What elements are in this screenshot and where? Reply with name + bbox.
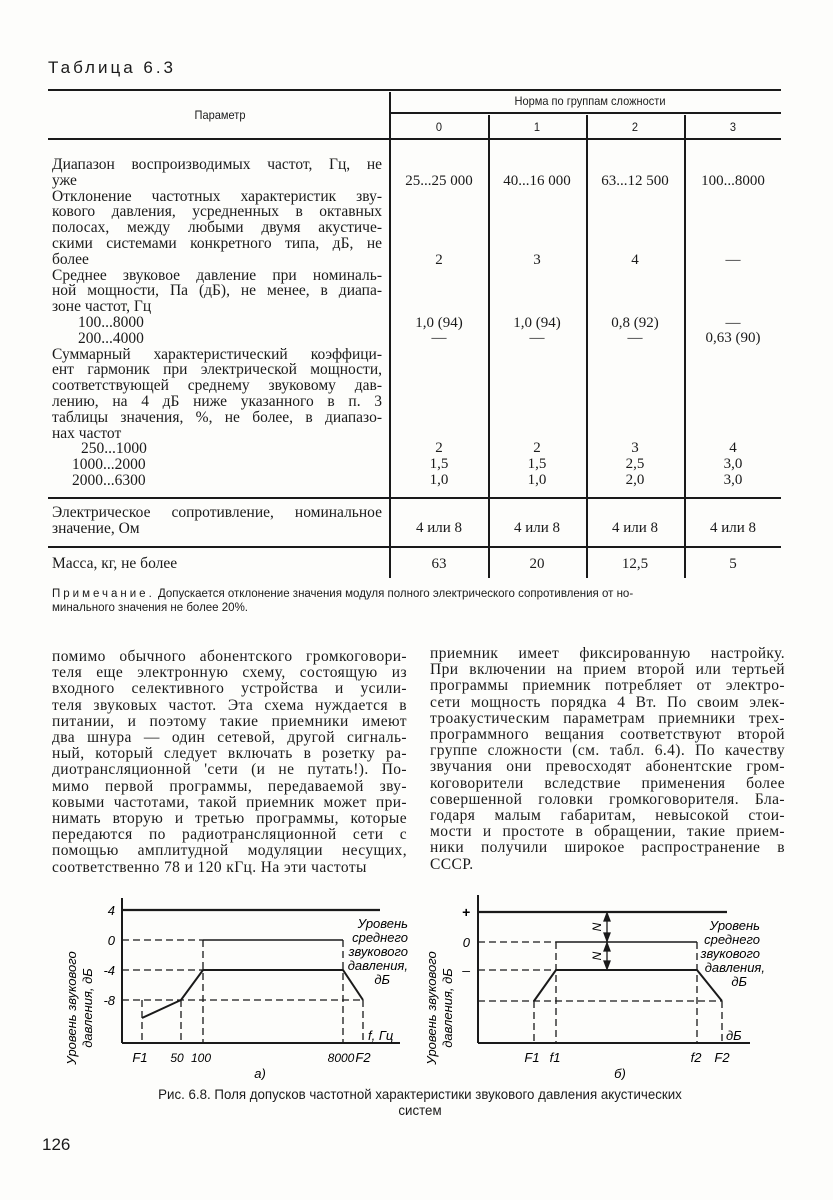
x-tick: f1 [549,1050,561,1065]
annotation: давления, [704,960,765,975]
annotation: дБ [731,974,747,989]
text-line: программного вещания соответствуют второй [430,726,785,744]
cell-freq-range: 100...8000 [701,173,765,189]
param-subrange: 2000...6300 [72,471,146,489]
cell-deviation: — [725,252,741,268]
x-tick: f2 [690,1050,702,1065]
param-line: уже [52,171,77,189]
note-text: минального значения не более 20%. [52,602,248,614]
header-group-0: 0 [435,120,443,134]
annotation: дБ [374,972,390,987]
cell-harmonics-1000-2000: 2,5 [625,456,645,472]
cell-harmonics-250-1000: 2 [533,440,541,456]
cell-resistance: 4 или 8 [709,520,757,536]
note-text: Допускается отклонение значения модуля полного электрического сопротивления от но- [154,588,634,600]
table-title: Таблица 6.3 [48,58,177,77]
cell-pressure-200-4000: 0,63 (90) [705,330,761,346]
cell-freq-range: 63...12 500 [601,173,669,189]
header-param: Параметр [194,108,246,122]
annotation: звукового [700,946,760,961]
param-line: соответствующей среднему звуковому дав- [52,377,382,395]
y-axis-label: давления, дБ [440,968,455,1048]
param-subrange: 200...4000 [78,329,144,347]
arrow-head-icon [604,913,610,921]
text-line: мости и простоте в обращении, такие прием- [430,823,785,841]
arrow-head-icon [604,943,610,951]
param-line: нах частот [52,424,122,442]
param-line: полосах, между любыми двумя акустиче- [52,219,382,237]
lower-tolerance-curve [142,970,363,1018]
cell-freq-range: 40...16 000 [503,173,571,189]
cell-harmonics-1000-2000: 1,5 [527,456,547,472]
param-resistance [52,505,382,537]
cell-harmonics-2000-6300: 3,0 [723,472,743,488]
page-number: 126 [42,1135,71,1154]
cell-harmonics-250-1000: 3 [631,440,639,456]
param-line: скими системами конкретного типа, дБ, не [52,234,382,252]
cell-pressure-100-8000: 1,0 (94) [415,315,463,331]
text-line: соответственно 78 и 120 кГц. На эти частоты [52,858,367,876]
cell-resistance: 4 или 8 [513,520,561,536]
param-line: таблицы значения, %, не более, в диапазо- [52,408,382,426]
text-line: звучания они превосходят абонентские гром- [430,758,785,776]
cell-harmonics-2000-6300: 2,0 [625,472,645,488]
cell-harmonics-250-1000: 2 [435,440,443,456]
param-line: ной мощности, Па (дБ), не менее, в диапа- [52,282,382,300]
param-line: Среднее звуковое давление при номиналь- [52,266,382,284]
y-tick: 0 [107,933,115,948]
text-line: помощью амплитудной модуляции несущих, [52,842,407,860]
cell-mass: 5 [729,556,737,572]
cell-pressure-200-4000: — [627,330,643,346]
param-line: зоне частот, Гц [52,298,152,316]
row-rule-resistance [48,497,781,499]
y-tick: 4 [107,903,115,918]
param-subrange: 100...8000 [78,313,144,331]
y-tick: 0 [462,935,470,950]
text-line: теля еще электронную схему, состоящую из [52,664,407,682]
text-line: ники получили широкое распространение в [430,839,785,857]
annotation: среднего [704,932,760,947]
y-tick: -4 [103,963,115,978]
cell-mass: 20 [529,556,545,572]
cell-pressure-100-8000: 1,0 (94) [513,315,561,331]
gap-label: N [590,951,604,961]
arrow-head-icon [604,961,610,969]
body-text-right [430,646,785,873]
lower-tolerance-curve [534,970,722,1001]
panel-label: а) [254,1066,266,1080]
param-subrange: 1000...2000 [72,456,146,474]
text-line: группе сложности (см. табл. 6.4). По качеству [430,742,785,760]
text-line: программы приемник потребляет от электро- [430,677,785,695]
text-line: ковыми частотами, такой приемник может при- [52,793,407,811]
text-line: сети мощность порядка 4 Вт. По своим элек- [430,693,785,711]
arrow-head-icon [604,933,610,941]
text-line: СССР. [430,855,474,873]
text-line: питании, и поэтому такие приемники имеют [52,712,407,730]
param-line: значение, Ом [52,519,140,537]
x-tick: F2 [355,1050,371,1065]
cell-harmonics-1000-2000: 1,5 [429,456,449,472]
text-line: теля звуковых частот. Эта схема нуждается в [52,696,407,714]
header-group: Норма по группам сложности [514,94,666,108]
param-line: Отклонение частотных характеристик зву- [52,187,382,205]
param-line: кового давления, усредненных в октавных [52,203,382,221]
cell-harmonics-2000-6300: 1,0 [527,472,547,488]
y-tick: + [461,904,470,920]
cell-pressure-200-4000: — [431,330,447,346]
cell-pressure-100-8000: — [725,315,741,331]
cell-resistance: 4 или 8 [611,520,659,536]
text-line: передаются по радиотрансляционной сети с [52,826,407,844]
cell-deviation: 3 [533,252,541,268]
y-tick: – [462,962,470,978]
y-axis-label: Уровень звукового [424,951,439,1065]
x-axis-unit: f, Гц [368,1028,394,1043]
annotation: Уровень [357,916,408,931]
cell-deviation: 2 [435,252,443,268]
note-label: Примечание. [52,588,155,600]
header-group-rule [391,112,781,114]
param-line: ент гармоник при электрической мощности, [52,361,382,379]
annotation: звукового [348,944,408,959]
figure-panel-a [60,890,420,1080]
text-line: ный, который следует включать в розетку ра- [52,745,407,763]
cell-harmonics-1000-2000: 3,0 [723,456,743,472]
caption-line: Рис. 6.8. Поля допусков частотной характеристики звукового давления акустических [158,1086,682,1102]
param-mass [52,556,382,572]
param-line: Электрическое сопротивление, номинальное [52,504,382,521]
text-line: два шнура — один сетевой, другой сигналь- [52,729,407,747]
row-rule-mass [48,546,781,548]
figure-panel-b [420,890,790,1080]
body-text-left [52,649,407,876]
x-axis-unit: дБ [726,1028,742,1043]
annotation: среднего [352,930,408,945]
caption-line: систем [398,1102,442,1118]
cell-pressure-200-4000: — [529,330,545,346]
text-line: нимать вторую и третью программы, которые [52,810,407,828]
param-subrange: 250...1000 [81,440,147,458]
header-group-2: 2 [631,120,639,134]
text-line: входного селективного устройства и усили- [52,680,407,698]
text-line: коговорители вследствие применения более [430,774,785,792]
table-note [52,587,782,615]
header-group-1: 1 [533,120,541,134]
x-tick: F1 [132,1050,148,1065]
table-top-rule [48,89,781,91]
y-axis-label: Уровень звукового [64,951,79,1065]
text-line: годаря малым габаритам, невысокой стои- [430,807,785,825]
cell-deviation: 4 [631,252,639,268]
header-group-3: 3 [729,120,737,134]
param-freq-range [52,157,382,489]
param-line: Диапазон воспроизводимых частот, Гц, не [52,156,382,173]
x-tick: F2 [714,1050,730,1065]
text-line: При включении на прием второй или тертьей [430,661,785,679]
text-line: помимо обычного абонентского громкоговори- [52,648,407,665]
param-line: лению, на 4 дБ ниже указанного в п. 3 [52,392,382,410]
cell-harmonics-2000-6300: 1,0 [429,472,449,488]
text-line: троакустическим параметрам приемники трех- [430,709,785,727]
cell-resistance: 4 или 8 [415,520,463,536]
cell-mass: 63 [431,556,447,572]
cell-mass: 12,5 [621,556,649,572]
x-tick: 100 [190,1051,212,1065]
cell-pressure-100-8000: 0,8 (92) [611,315,659,331]
figure-caption [97,1086,743,1118]
y-tick: -8 [103,993,115,1008]
cell-freq-range: 25...25 000 [405,173,473,189]
text-line: приемник имеет фиксированную настройку. [430,645,785,662]
y-axis-label: давления, дБ [80,968,95,1048]
x-tick: F1 [524,1050,540,1065]
annotation: давления, [347,958,408,973]
param-line: Масса, кг, не более [52,555,178,572]
param-line: Суммарный характеристический коэффици- [52,345,382,363]
cell-harmonics-250-1000: 4 [729,440,737,456]
x-tick: 50 [170,1051,184,1065]
param-line: более [52,250,89,268]
header-bottom-rule [48,138,781,140]
panel-label: б) [614,1066,626,1080]
text-line: совершенной головки громкоговорителя. Бла- [430,790,785,808]
text-line: мимо первой программы, передаваемой зву- [52,777,407,795]
text-line: диотрансляционной 'сети (и не путать!). По- [52,761,407,779]
annotation: Уровень [709,918,760,933]
gap-label: N [590,922,604,932]
x-tick: 8000 [327,1051,355,1065]
